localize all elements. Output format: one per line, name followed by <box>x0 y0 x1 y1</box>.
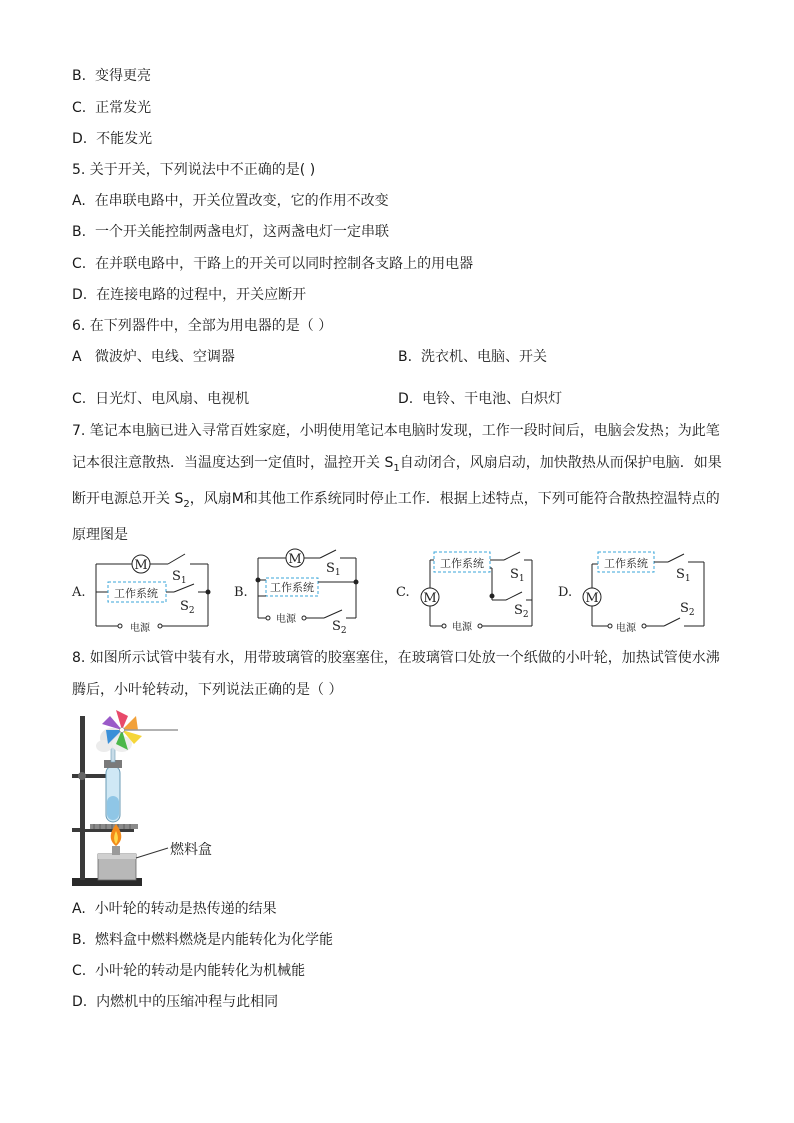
circuit-d-power-label: 电源 <box>616 623 636 634</box>
circuit-d-s2: $S_2$ <box>680 601 695 618</box>
circuit-b-s2: $S_2$ <box>332 619 347 636</box>
q6-option-b: B. 洗衣机、电脑、开关 <box>398 349 547 365</box>
circuit-c-power-label: 电源 <box>452 622 472 633</box>
q7-circuit-diagrams <box>68 544 728 640</box>
circuit-c-s2: $S_2$ <box>514 603 529 620</box>
q7-stem: 7. 笔记本电脑已进入寻常百姓家庭，小明使用笔记本电脑时发现，工作一段时间后，电脑会发热；为此笔记本很注意散热．当温度达到一定值时，温控开关 $S_1$自动闭合，风扇启动，加快散热从而保护电脑．如果断开电源总开关 $S_2$，风扇M和其他工作系统同时停止工作．根据上述特点，下列可能符合散热控温特点的原理图是 <box>72 423 722 544</box>
q5-stem: 5. 关于开关，下列说法中不正确的是( ) <box>72 162 316 178</box>
q6-option-a: A 微波炉、电线、空调器 <box>72 349 235 365</box>
q8-option-d: D. 内燃机中的压缩冲程与此相同 <box>72 994 279 1010</box>
circuit-c <box>396 552 532 633</box>
q8-option-c: C. 小叶轮的转动是内能转化为机械能 <box>72 963 306 979</box>
circuit-c-s1: $S_1$ <box>510 567 525 584</box>
q8-option-b: B. 燃料盒中燃料燃烧是内能转化为化学能 <box>72 932 333 948</box>
circuit-a-power-label: 电源 <box>130 623 150 634</box>
q8-fuel-box-label: 燃料盒 <box>170 842 212 858</box>
circuit-a-s2: $S_2$ <box>180 599 195 616</box>
q5-option-d: D. 在连接电路的过程中，开关应断开 <box>72 287 307 303</box>
circuit-b-power-label: 电源 <box>276 614 296 625</box>
q6-option-c: C. 日光灯、电风扇、电视机 <box>72 391 250 407</box>
circuit-d-motor-label: M <box>585 591 599 606</box>
q8-stem: 8. 如图所示试管中装有水，用带玻璃管的胶塞塞住，在玻璃管口处放一个纸做的小叶轮，加热试管使水沸腾后，小叶轮转动，下列说法正确的是（ ） <box>72 650 720 698</box>
circuit-d-work-label: 工作系统 <box>604 557 648 570</box>
q4-option-d: D. 不能发光 <box>72 131 153 147</box>
circuit-c-motor-label: M <box>423 591 437 606</box>
q4-option-b: B. 变得更亮 <box>72 68 151 84</box>
q4-option-c: C. 正常发光 <box>72 100 152 116</box>
circuit-a-s1: $S_1$ <box>172 569 187 586</box>
circuit-b-s1: $S_1$ <box>326 561 341 578</box>
q5-option-a: A. 在串联电路中，开关位置改变，它的作用不改变 <box>72 193 389 209</box>
circuit-c-work-label: 工作系统 <box>440 557 484 570</box>
q8-option-a: A. 小叶轮的转动是热传递的结果 <box>72 901 277 917</box>
circuit-b-motor-label: M <box>288 552 302 567</box>
circuit-d-letter: D. <box>558 585 573 600</box>
q6-stem: 6. 在下列器件中，全部为用电器的是（ ） <box>72 318 333 334</box>
q6-option-d: D. 电铃、干电池、白炽灯 <box>398 391 563 407</box>
circuit-b-work-label: 工作系统 <box>270 581 314 594</box>
circuit-a-work-label: 工作系统 <box>114 587 158 600</box>
q5-option-b: B. 一个开关能控制两盏电灯，这两盏电灯一定串联 <box>72 224 389 240</box>
circuit-a <box>71 554 210 634</box>
q5-option-c: C. 在并联电路中，干路上的开关可以同时控制各支路上的用电器 <box>72 256 474 272</box>
circuit-d <box>558 552 704 634</box>
circuit-a-motor-label: M <box>134 558 148 573</box>
circuit-a-letter: A. <box>72 585 86 600</box>
circuit-c-letter: C. <box>396 585 410 600</box>
circuit-b-letter: B. <box>234 585 248 600</box>
circuit-d-s1: $S_1$ <box>676 567 691 584</box>
circuit-b <box>234 549 358 636</box>
q8-apparatus-figure <box>70 704 260 890</box>
